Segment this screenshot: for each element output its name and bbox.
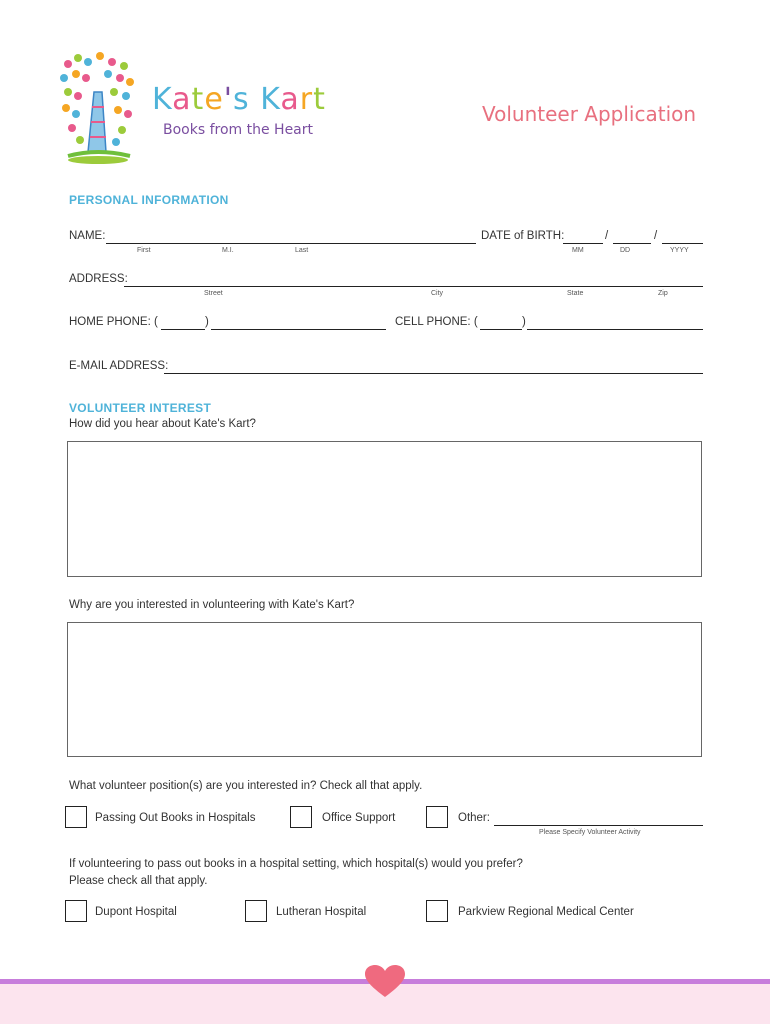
cell-phone-field[interactable] [527,329,703,330]
question-positions: What volunteer position(s) are you interested in? Check all that apply. [69,780,423,792]
other-activity-hint: Please Specify Volunteer Activity [539,829,641,836]
brand-name [152,82,326,117]
question-hospitals-line1: If volunteering to pass out books in a hospital setting, which hospital(s) would you prefer? [69,858,523,870]
brand-letter [250,82,261,117]
name-field[interactable] [106,243,476,244]
dob-sep-2: / [654,230,658,242]
checkbox-lutheran[interactable] [245,900,267,922]
brand-letter: a [280,82,300,117]
brand-letter: K [260,82,281,117]
email-label: E-MAIL ADDRESS: [69,360,169,372]
brand-tagline: Books from the Heart [163,122,314,138]
name-mi-hint: M.I. [222,247,234,254]
home-phone-area-field[interactable] [161,329,205,330]
dob-label: DATE of BIRTH: [481,230,565,242]
dob-mm-hint: MM [572,247,584,254]
brand-letter: t [313,82,326,117]
checkbox-parkview[interactable] [426,900,448,922]
checkbox-office-support[interactable] [290,806,312,828]
cell-phone-close: ) [522,316,526,328]
label-dupont: Dupont Hospital [95,906,177,918]
other-activity-field[interactable] [494,825,703,826]
email-field[interactable] [164,373,703,374]
label-lutheran: Lutheran Hospital [276,906,367,918]
address-state-hint: State [567,290,584,297]
address-label: ADDRESS: [69,273,128,285]
brand-letter: r [299,82,314,117]
brand-letter: e [204,82,224,117]
question-how-heard: How did you hear about Kate's Kart? [69,418,256,430]
label-office-support: Office Support [322,812,396,824]
home-phone-label: HOME PHONE: ( [69,316,158,328]
dob-dd-hint: DD [620,247,631,254]
checkbox-dupont[interactable] [65,900,87,922]
document-title: Volunteer Application [482,102,697,126]
home-phone-field[interactable] [211,329,386,330]
checkbox-passing-books[interactable] [65,806,87,828]
name-label: NAME: [69,230,106,242]
question-why-interested: Why are you interested in volunteering with Kate's Kart? [69,599,355,611]
dob-sep-1: / [605,230,609,242]
address-city-hint: City [431,290,444,297]
cell-phone-area-field[interactable] [480,329,522,330]
section-title-interest: VOLUNTEER INTEREST [69,401,212,415]
heart-icon [364,964,406,998]
label-parkview: Parkview Regional Medical Center [458,906,634,918]
answer-box-how-heard[interactable] [67,441,702,577]
name-first-hint: First [137,247,151,254]
dob-yyyy-field[interactable] [662,243,703,244]
dob-yyyy-hint: YYYY [670,247,689,254]
question-hospitals-line2: Please check all that apply. [69,875,208,887]
address-street-hint: Street [204,290,223,297]
dob-mm-field[interactable] [563,243,603,244]
logo [58,52,138,170]
brand-letter: K [152,82,173,117]
tree-icon [58,52,138,170]
label-passing-books: Passing Out Books in Hospitals [95,812,256,824]
home-phone-close: ) [205,316,209,328]
dob-dd-field[interactable] [613,243,651,244]
brand-letter: s [233,82,250,117]
name-last-hint: Last [295,247,309,254]
cell-phone-label: CELL PHONE: ( [395,316,478,328]
brand-letter: ' [223,82,234,117]
answer-box-why-interested[interactable] [67,622,702,757]
section-title-personal: PERSONAL INFORMATION [69,193,229,207]
checkbox-other[interactable] [426,806,448,828]
brand-letter: t [191,82,205,117]
address-zip-hint: Zip [658,290,668,297]
address-field[interactable] [124,286,703,287]
label-other: Other: [458,812,490,824]
brand-letter: a [172,82,192,117]
